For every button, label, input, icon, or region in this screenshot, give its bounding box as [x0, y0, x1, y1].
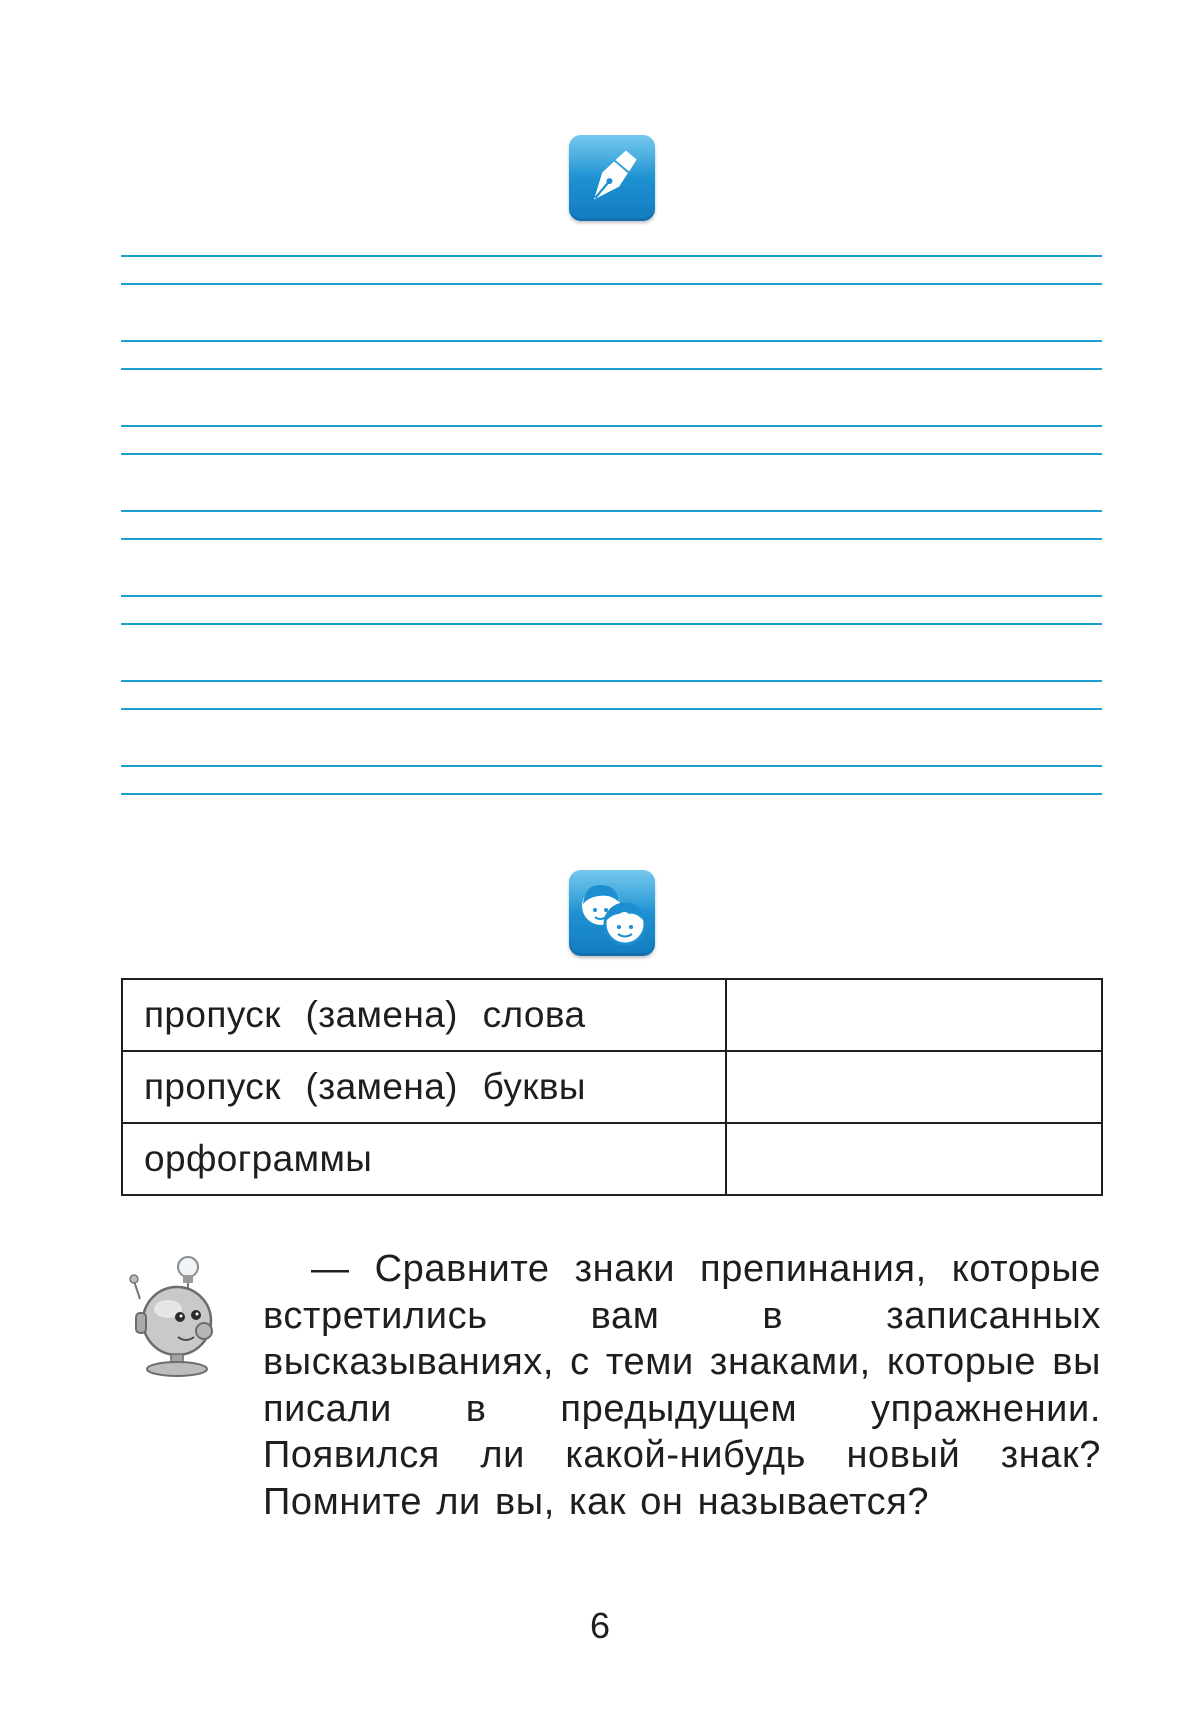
page-number: 6 — [589, 1605, 611, 1646]
answer-cell-spelling[interactable] — [726, 1123, 1102, 1195]
writing-line[interactable] — [121, 340, 1102, 425]
writing-line[interactable] — [121, 680, 1102, 765]
answer-cell-letter[interactable] — [726, 1051, 1102, 1123]
writing-line[interactable] — [121, 510, 1102, 595]
writing-line[interactable] — [121, 425, 1102, 510]
table-row — [122, 979, 1102, 1051]
table-row — [122, 1123, 1102, 1195]
writing-line[interactable] — [121, 595, 1102, 680]
writing-line[interactable] — [121, 765, 1102, 850]
prompt-text: — Сравните знаки препинания, которые встретились вам в записанных высказываниях, с теми знаками, которые вы писали в предыдущем упражнении. Появился ли какой-нибудь новый знак? Помните ли вы, как он называется? — [263, 1248, 1101, 1523]
writing-lines — [121, 255, 1102, 850]
row-label-spelling: орфограммы — [122, 1123, 726, 1195]
two-children-faces-icon — [569, 870, 655, 956]
robot-with-lightbulb-icon — [122, 1255, 232, 1380]
writing-line[interactable] — [121, 255, 1102, 340]
error-types-table — [121, 978, 1103, 1196]
table-row — [122, 1051, 1102, 1123]
answer-cell-word[interactable] — [726, 979, 1102, 1051]
discussion-prompt — [263, 1246, 1101, 1525]
row-label-word: пропуск (замена) слова — [122, 979, 726, 1051]
row-label-letter: пропуск (замена) буквы — [122, 1051, 726, 1123]
fountain-pen-icon — [569, 135, 655, 221]
